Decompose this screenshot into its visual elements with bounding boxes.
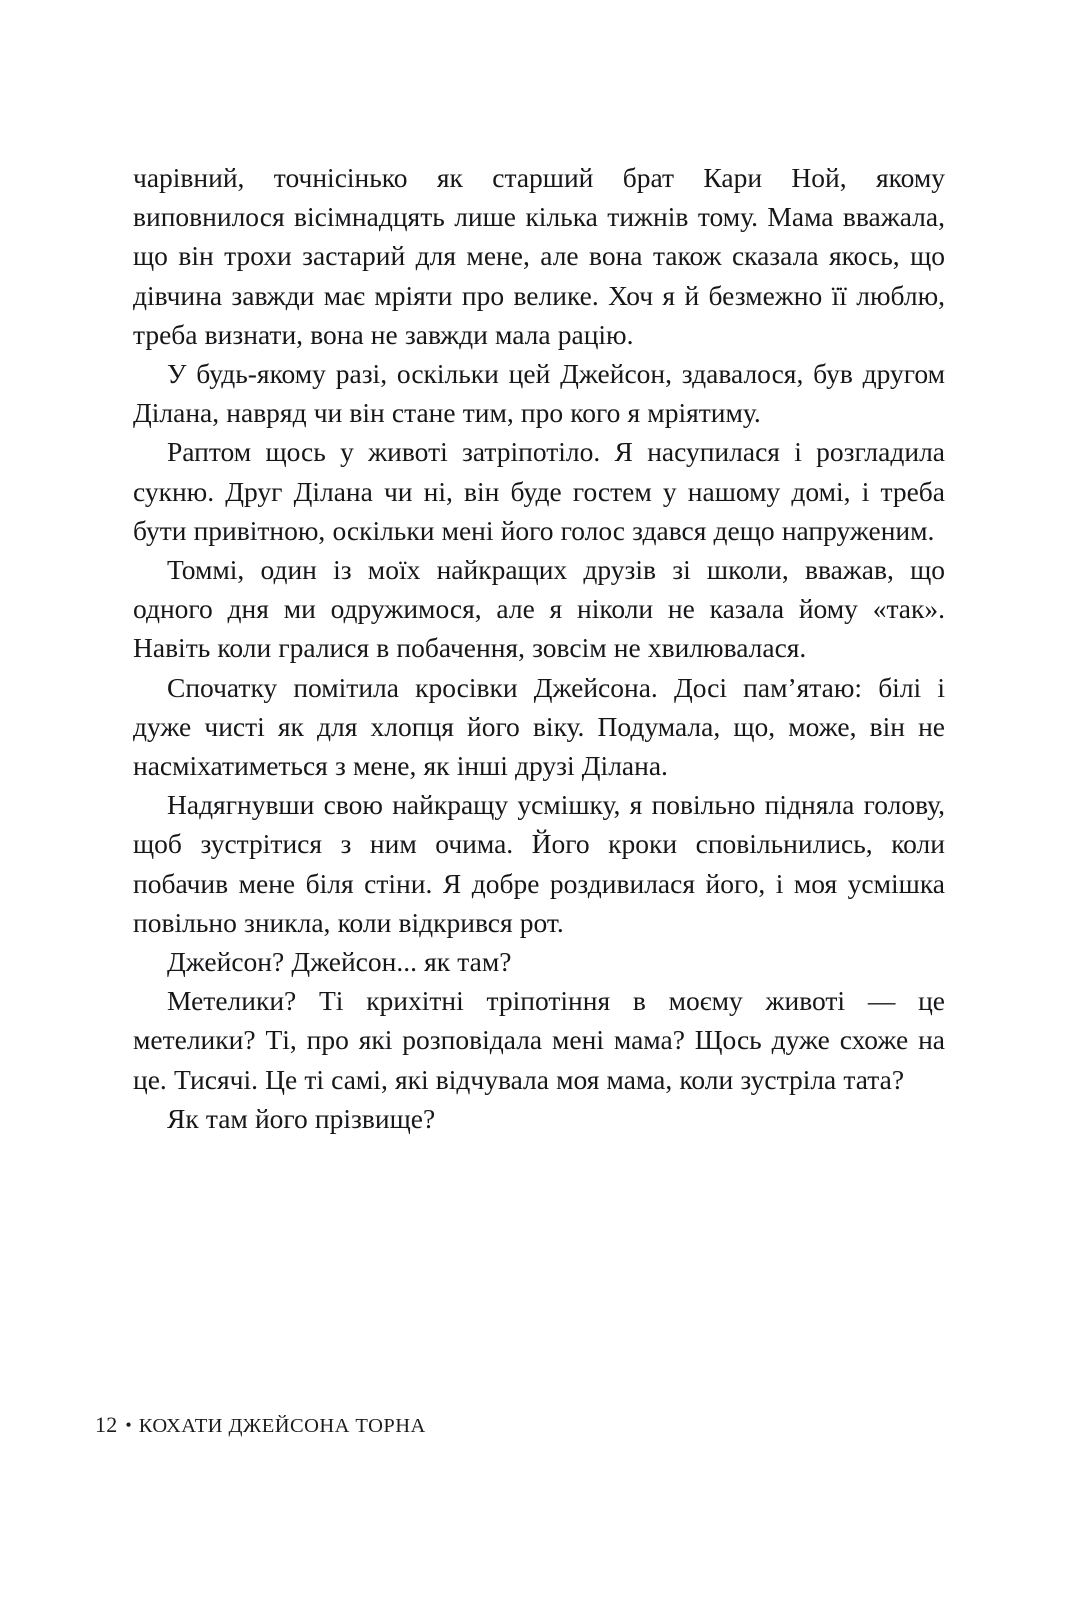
bullet-separator-icon: • — [125, 1415, 132, 1435]
paragraph: чарівний, точнісінько як старший брат Кари Ной, якому виповнилося вісімнадцять лише кілька тижнів тому. Мама вважала, що він трохи застарий для мене, але вона також сказала якось, що дівчина завжди має мріяти про велике. Хоч я й безмежно її люблю, треба визнати, вона не завжди мала рацію. — [133, 162, 945, 350]
paragraph: Томмі, один із моїх найкращих друзів зі школи, вважав, що одного дня ми одружимося, але я ніколи не казала йому «так». Навіть коли гралися в побачення, зовсім не хвилювалася. — [133, 554, 945, 664]
paragraph: Надягнувши свою найкращу усмішку, я повільно підняла голову, щоб зустрітися з ним очима. Його кроки сповільнились, коли побачив мене біля стіни. Я добре роздивилася його, і моя усмішка повільно зникла, коли відкрився рот. — [133, 789, 945, 938]
paragraph: Як там його прізвище? — [167, 1102, 436, 1134]
page-body-text — [133, 158, 945, 1138]
paragraph: У будь-якому разі, оскільки цей Джейсон, здавалося, був другом Ділана, навряд чи він стане тим, про кого я мріятиму. — [133, 358, 945, 429]
paragraph: Спочатку помітила кросівки Джейсона. Досі пам’ятаю: білі і дуже чисті як для хлопця його віку. Подумала, що, може, він не насміхатиметься з мене, як інші друзі Ділана. — [133, 671, 945, 782]
page-number: 12 — [95, 1412, 118, 1437]
running-title: КОХАТИ ДЖЕЙСОНА ТОРНА — [138, 1415, 426, 1437]
page-footer — [95, 1412, 426, 1438]
paragraph: Джейсон? Джейсон... як там? — [167, 946, 512, 978]
paragraph: Раптом щось у животі затріпотіло. Я насупилася і розгладила сукню. Друг Ділана чи ні, він буде гостем у нашому домі, і треба бути привітною, оскільки мені його голос здався дещо напруженим. — [133, 436, 945, 546]
paragraph: Метелики? Ті крихітні тріпотіння в моєму животі — це метелики? Ті, про які розповідала мені мама? Щось дуже схоже на це. Тисячі. Це ті самі, які відчувала моя мама, коли зустріла тата? — [133, 985, 945, 1095]
